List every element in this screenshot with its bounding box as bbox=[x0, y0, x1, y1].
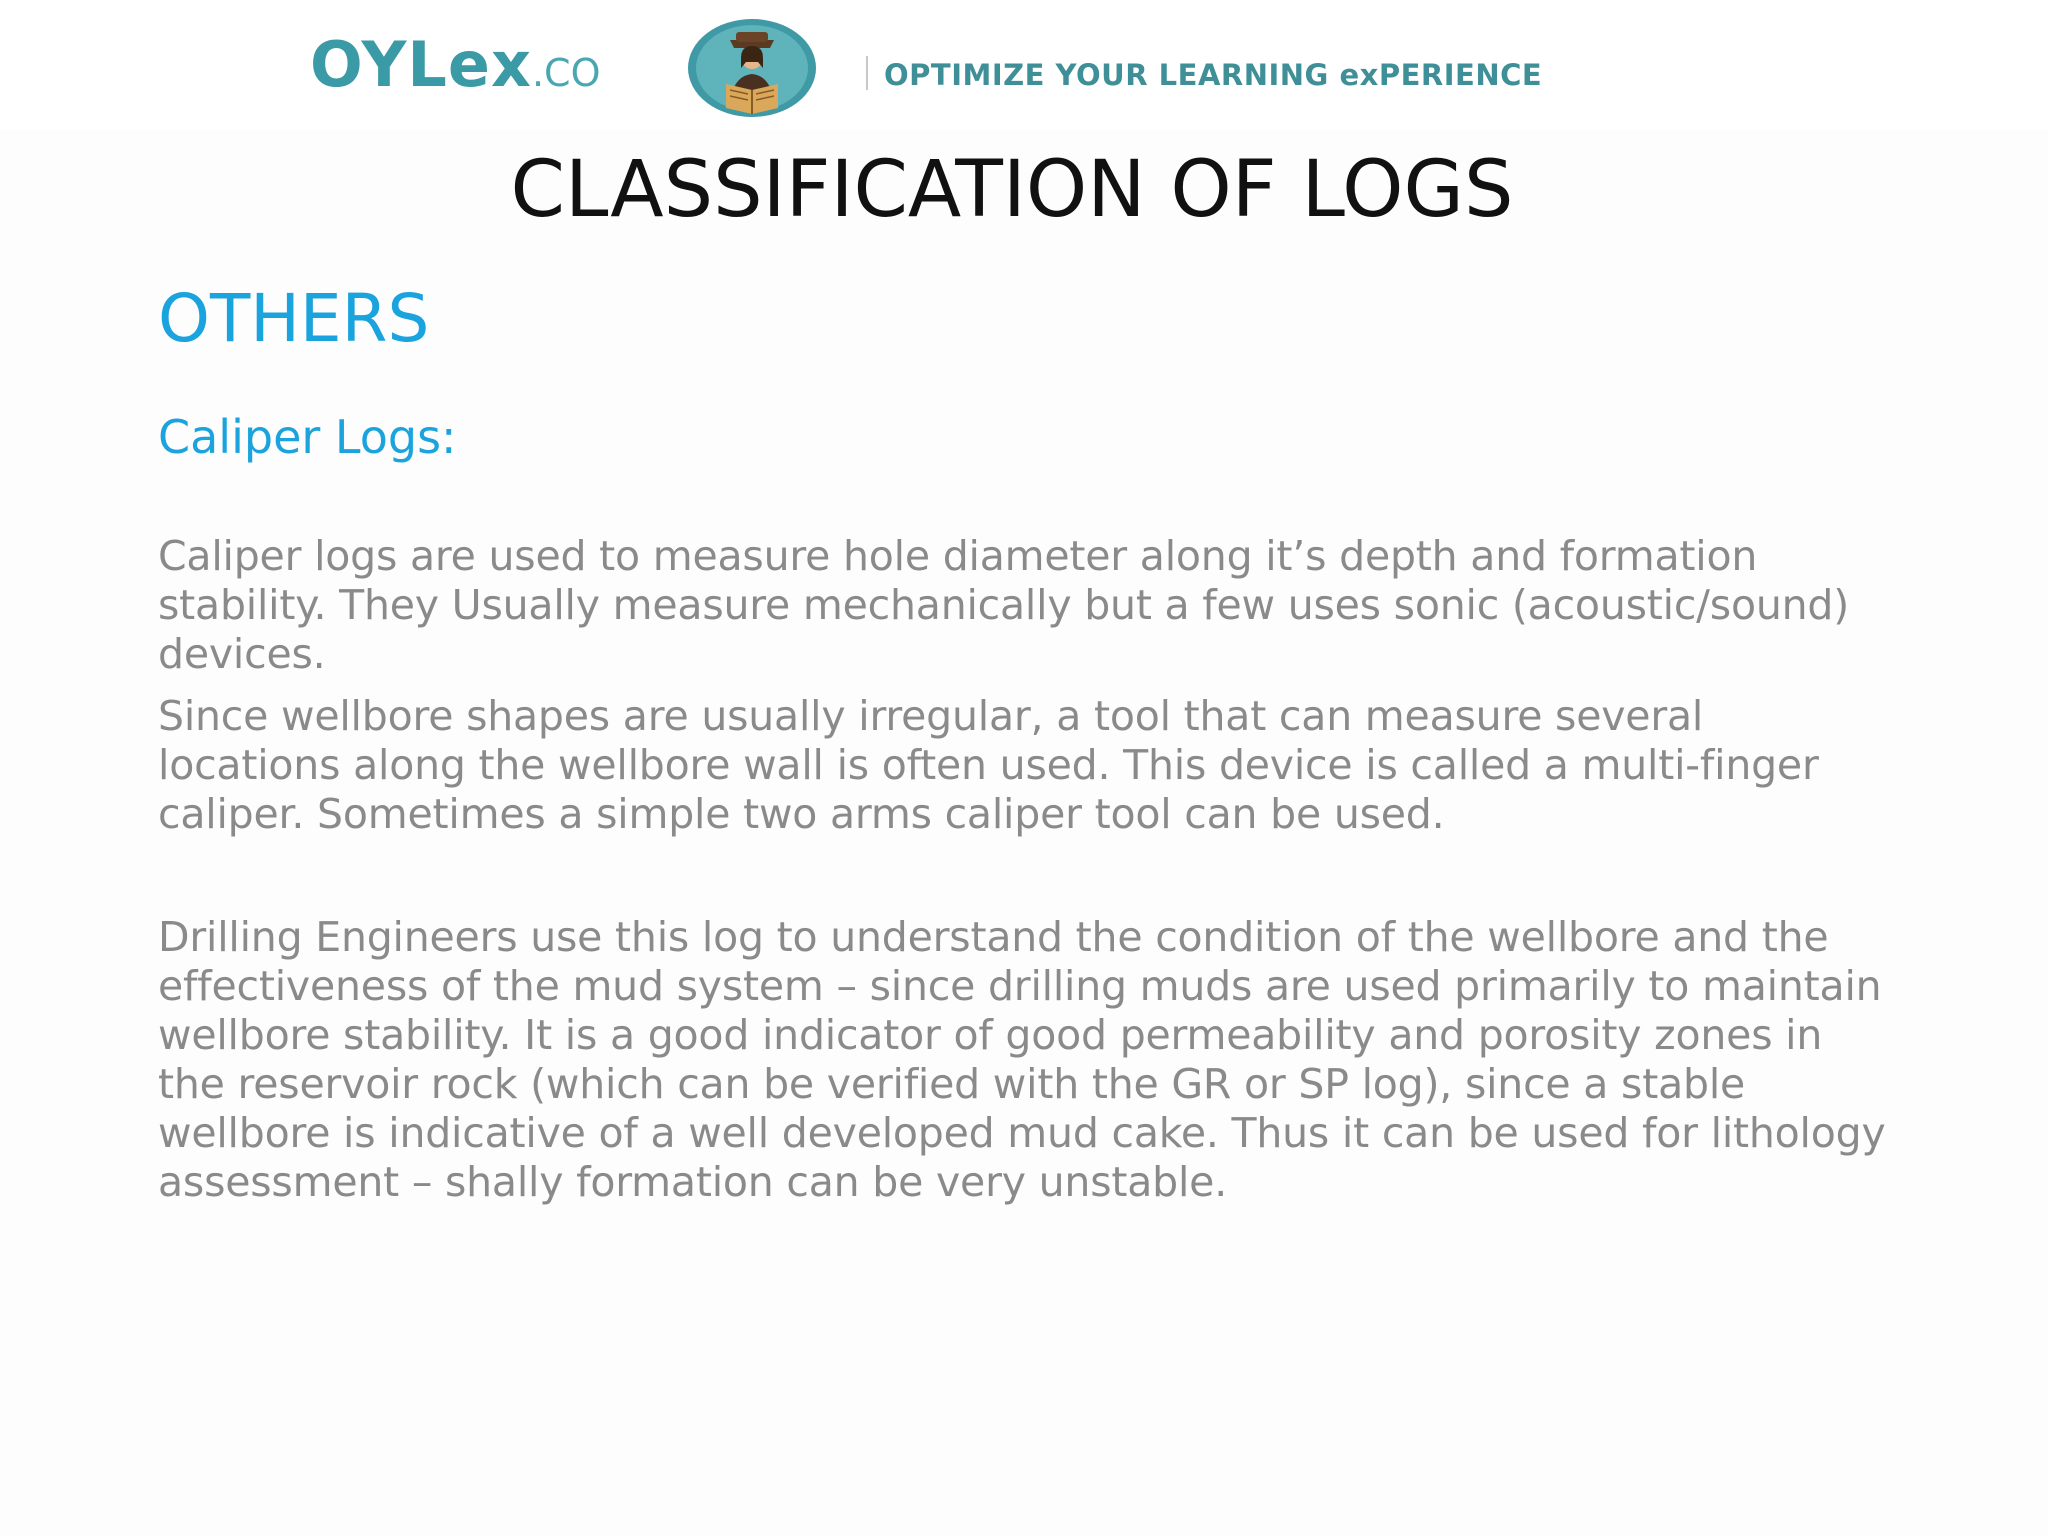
brand-banner bbox=[0, 0, 2048, 130]
brand-tagline: OPTIMIZE YOUR LEARNING exPERIENCE bbox=[884, 58, 1543, 92]
brand-suffix: .CO bbox=[531, 51, 601, 95]
body-paragraph: Since wellbore shapes are usually irregular, a tool that can measure several locations along the wellbore wall is often used. This device is called a multi-finger caliper. Sometimes a simple two arms caliper tool can be used. bbox=[158, 692, 1819, 838]
brand-name: OYLex bbox=[310, 28, 532, 101]
body-paragraph: Drilling Engineers use this log to understand the condition of the wellbore and the effectiveness of the mud system – since drilling muds are used primarily to maintain wellbore stability. It is a good indicator of good permeability and porosity zones in the reservoir rock (which can be verified with the GR or SP log), since a stable wellbore is indicative of a well developed mud cake. Thus it can be used for lithology assessment – shally formation can be very unstable. bbox=[158, 913, 1886, 1206]
body-paragraph: Caliper logs are used to measure hole diameter along it’s depth and formation stability. They Usually measure mechanically but a few uses sonic (acoustic/sound) devices. bbox=[158, 532, 1850, 678]
slide-title bbox=[0, 145, 2048, 235]
sub-heading: Caliper Logs: bbox=[158, 410, 457, 464]
section-heading: OTHERS bbox=[158, 280, 430, 357]
reader-mascot-icon bbox=[686, 18, 818, 118]
slide-title-text: CLASSIFICATION OF LOGS bbox=[510, 145, 1514, 235]
banner-divider bbox=[866, 56, 868, 90]
brand-logo bbox=[310, 28, 601, 101]
